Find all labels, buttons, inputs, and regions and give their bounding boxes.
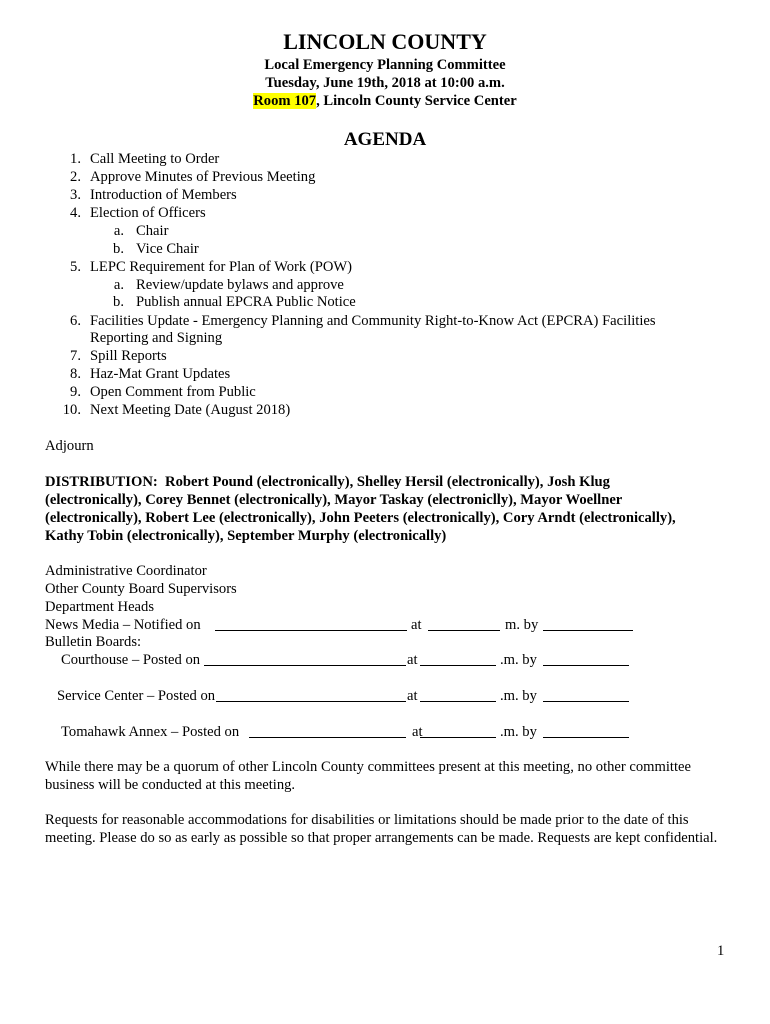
tomahawk-label: Tomahawk Annex – Posted on [61, 724, 240, 740]
agenda-heading: AGENDA [343, 129, 427, 150]
adjourn-text: Adjourn [45, 438, 94, 454]
distribution-line: (electronically), Corey Bennet (electronically), Mayor Taskay (electroniclly), Mayor Woellner [45, 492, 623, 508]
distribution-line: DISTRIBUTION: Robert Pound (electronically), Shelley Hersil (electronically), Josh Klug [45, 474, 610, 490]
service-date-blank [216, 688, 406, 702]
at-label: at [412, 724, 423, 740]
distribution-line: (electronically), Robert Lee (electronically), John Peeters (electronically), Cory Arndt (electronically), [45, 510, 676, 526]
by-label: .m. by [500, 724, 537, 740]
recipient-line: Department Heads [45, 599, 155, 615]
by-label: .m. by [500, 688, 537, 704]
courthouse-time-blank [420, 652, 496, 666]
page-number: 1 [717, 943, 725, 959]
by-label: m. by [505, 617, 539, 633]
document-page: LINCOLN COUNTY Local Emergency Planning Committee Tuesday, June 19th, 2018 at 10:00 a.m. Room 107, Lincoln County Service Center AGENDA 1. Call Meeting to Order 2. Approve Minutes of Previous Meeting 3. Introduction of Members 4. Election of Officers a. Chair b. Vice Chair 5. LEPC Requirement for Plan of Work (POW) a. Review/update bylaws and approve b. Publish annual EPCRA Public Notice 6. Facilities Update - Emergency Planning and Community Right-to-Know Act (EPCRA) Facilities Reporting and Signing 7. Spill Reports 8. Haz-Mat Grant Updates 9. Open Comment from Public 10. Next Meeting Date (August 2018) Adjourn DISTRIBUTION: Robert Pound (electronically), Shelley Hersil (electronically), Josh Klug (electronically), Corey Bennet (electronically), Mayor Taskay (electroniclly), Mayor Woellner (electronically), Robert Lee (electronically), John Peeters (electronically), Cory Arndt (electronically), Kathy Tobin (electronically), September Murphy (electronically) Administrative Coordinator Other County Board Supervisors Department Heads News Media – Notified on at m. by Bulletin Boards: Courthouse – Posted on at .m. by Service Center – Posted on at .m. by Tomahawk Annex – Posted on at .m. by While there may be a quorum of other Lincoln County committees present at this meeting, no other committee business will be conducted at this meeting. Requests for reasonable accommodations for disabilities or limitations should be made prior to the date of this meeting. Please do so as early as possible so that proper arrangements can be made. Requests are kept confidential. 1 [0, 0, 770, 1024]
recipient-line: Administrative Coordinator [45, 563, 207, 579]
news-by-blank [543, 617, 633, 631]
quorum-note: While there may be a quorum of other Lincoln County committees present at this meeting, no other committee business will be conducted at this meeting. [45, 759, 692, 793]
tomahawk-date-blank [249, 724, 406, 738]
at-label: at [407, 652, 418, 668]
meeting-date: Tuesday, June 19th, 2018 at 10:00 a.m. [265, 75, 505, 91]
recipient-line: Other County Board Supervisors [45, 581, 237, 597]
distribution-label: DISTRIBUTION: [45, 474, 158, 490]
tomahawk-by-blank [543, 724, 629, 738]
location-rest: , Lincoln County Service Center [316, 93, 517, 109]
committee-name: Local Emergency Planning Committee [264, 57, 506, 73]
news-date-blank [215, 617, 407, 631]
by-label: .m. by [500, 652, 537, 668]
news-media-label: News Media – Notified on [45, 617, 201, 633]
distribution-line: Kathy Tobin (electronically), September Murphy (electronically) [45, 528, 447, 544]
tomahawk-time-blank [420, 724, 496, 738]
service-by-blank [543, 688, 629, 702]
bulletin-boards-label: Bulletin Boards: [45, 634, 142, 650]
accommodations-note: Requests for reasonable accommodations for disabilities or limitations should be made prior to the date of this meeting. Please do so as early as possible so that proper arrangements can be made. Requests are kept confidential. [45, 812, 718, 846]
service-time-blank [420, 688, 496, 702]
courthouse-date-blank [204, 652, 406, 666]
at-label: at [411, 617, 422, 633]
room-highlight: Room 107 [253, 93, 317, 109]
at-label: at [407, 688, 418, 704]
courthouse-label: Courthouse – Posted on [61, 652, 201, 668]
courthouse-by-blank [543, 652, 629, 666]
county-title: LINCOLN COUNTY [283, 29, 487, 54]
service-center-label: Service Center – Posted on [57, 688, 216, 704]
news-time-blank [428, 617, 500, 631]
meeting-location [0, 93, 770, 111]
